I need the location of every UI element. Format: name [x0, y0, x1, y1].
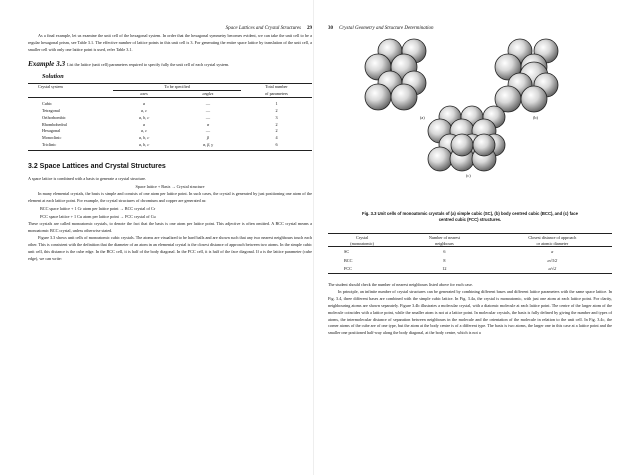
cell-system: Monoclinic — [42, 135, 62, 141]
cell-angles: β — [206, 135, 209, 141]
cell-total: 3 — [275, 114, 278, 120]
cell-total: 6 — [275, 141, 278, 147]
th-angles: angles — [202, 91, 214, 97]
principle-paragraph: In principle, an infinite number of crystal structures can be generated by combining different bases and different lattice parameters with the same space lattice. In Fig. 3.4, three different bases are combined with the simple cubic lattice. In Fig. 3.4a, the crystal is monoatomic, with just one atom at each lattice point. For clarity, neighbouring atoms are shown separately. Figure 3.4b illustrates a molecular crystal, with a diatomic molecule at each lattice point. The centre of the larger atom of the molecule coincides with a lattice point, while the smaller atom is not at a lattice point. In molecular crystals, the basis is fully defined by giving the number and types of atoms, the intermolecular distance of separation between neighbours in the molecule and the orientation of the molecule in relation to the unit cell. In Fig. 3.4c, the corner atoms of the cube are of one type, but the atom at the body centre is of a different type. The basis is two atoms, the larger one in this case at a lattice point and the smaller one positioned half-way along the body diagonal, at the body centre, which is not a — [328, 288, 612, 336]
cell-axes: a, b, c — [138, 114, 150, 120]
page-gutter — [313, 0, 314, 475]
elemental-crystals-paragraph: In many elemental crystals, the basis is simple and consists of one atom per lattice point. In such cases, the crystal is generated by just positioning one atom of the element at each lattice point. For example, the crystal structures of chromium and copper are generated as: — [28, 191, 312, 204]
table-row — [28, 127, 312, 134]
figure-caption: Fig. 3.3 Unit cells of monoatomic crystals of (a) simple cubic (SC), (b) body centred cubic (BCC), and (c) face centred cubic (FCC) structures. — [362, 211, 578, 222]
equation-bcc-cr: BCC space lattice + 1 Cr atom per lattice point → BCC crystal of Cr — [40, 206, 156, 212]
running-head-title: Crystal Geometry and Structure Determination — [339, 25, 434, 31]
cell-axes: a — [143, 101, 146, 107]
table-row — [28, 107, 312, 114]
section-heading: 3.2 Space Lattices and Crystal Structures — [28, 163, 166, 171]
monoatomic-paragraph: These crystals are called monoatomic crystals, to denote the fact that the basis is one atom per lattice point. This adjective is often omitted. A BCC crystal means a monoatomic BCC crystal, unless otherwise stated. — [28, 221, 312, 233]
cell-neighbours: 8 — [443, 257, 446, 263]
th-distance-1: Closest distance of approach — [528, 234, 577, 240]
table-row — [328, 256, 612, 265]
th-crystal-system: Crystal system — [38, 84, 63, 90]
solution-label: Solution — [42, 72, 64, 80]
cell-system: Rhombohedral — [42, 121, 67, 127]
sc-unit-cell — [365, 39, 426, 110]
figure-label-a: (a) — [420, 115, 425, 120]
page-number: 29 — [307, 25, 312, 31]
nearest-neighbours-table — [328, 233, 612, 274]
th-distance-2: or atomic diameter — [536, 240, 569, 246]
cell-crystal: FCC — [344, 266, 352, 272]
page-number: 30 — [328, 25, 333, 31]
cell-distance: a — [551, 248, 554, 254]
table-row — [28, 100, 312, 107]
th-neighbours-2: neighbours — [435, 240, 454, 246]
bcc-unit-cell — [495, 39, 558, 112]
th-total-1: Total number — [265, 84, 288, 90]
th-crystal-2: (monoatomic) — [350, 240, 374, 246]
table-row — [28, 114, 312, 121]
cell-axes: a, b, c — [138, 141, 150, 147]
running-head-title: Space Lattices and Crystal Structures — [225, 25, 301, 31]
figure-label-b: (b) — [533, 115, 538, 120]
cell-crystal: SC — [344, 248, 350, 254]
cell-neighbours: 12 — [442, 266, 447, 272]
cell-system: Cubic — [42, 101, 53, 107]
table-row — [28, 134, 312, 141]
cell-angles: — — [205, 128, 211, 134]
cell-axes: a, c — [141, 107, 148, 113]
left-page — [28, 0, 312, 475]
fcc-unit-cell — [428, 106, 505, 171]
table-row — [328, 265, 612, 274]
check-paragraph: The student should check the number of nearest neighbours listed above for each case. — [328, 282, 473, 287]
cell-total: 4 — [275, 135, 278, 141]
figure-label-c: (c) — [466, 173, 471, 178]
example-heading — [28, 60, 312, 68]
cell-crystal: BCC — [344, 257, 353, 263]
figure-3-3 — [328, 33, 612, 183]
cell-angles: α, β, γ — [202, 141, 214, 147]
cell-system: Orthorhombic — [42, 114, 66, 120]
example-label: Example 3.3 — [28, 59, 66, 68]
cell-axes: a, b, c — [138, 135, 150, 141]
cell-system: Triclinic — [42, 141, 57, 147]
figure-description-paragraph: Figure 3.3 shows unit cells of monoatomic cubic crystals. The atoms are visualized to be hard balls and are shown such that any two nearest neighbours touch each other. This is consistent with the definition that the diameter of an atom in an elemental crystal is the closest distance of approach between two atoms. In the simple cubic unit cell, this distance is the cube edge. In the BCC cell, it is half of the body diagonal. In the FCC cell, it is half of the face diagonal. If a is the lattice parameter (cube edge), we can write: — [28, 234, 313, 261]
lattice-parameters-table — [28, 83, 312, 152]
cell-axes: a, c — [141, 128, 148, 134]
running-head-right — [328, 23, 612, 33]
cell-distance: a√3/2 — [547, 257, 558, 263]
unit-cell-illustrations — [328, 33, 612, 183]
cell-total: 2 — [275, 128, 278, 134]
cell-angles: — — [205, 107, 211, 113]
table-row — [28, 141, 312, 148]
equation-crystal-structure: Space lattice + Basis → Crystal structure — [135, 184, 205, 190]
th-crystal-1: Crystal — [356, 234, 369, 240]
cell-neighbours: 6 — [443, 248, 446, 254]
right-page — [328, 0, 612, 475]
cell-angles: α — [206, 121, 210, 127]
th-total-2: of parameters — [265, 90, 288, 96]
cell-angles: — — [205, 101, 211, 107]
th-to-be-specified: To be specified — [113, 83, 241, 90]
cell-system: Hexagonal — [42, 128, 61, 134]
cell-total: 2 — [275, 121, 278, 127]
th-axes: axes — [140, 91, 148, 97]
cell-system: Tetragonal — [42, 107, 60, 113]
cell-axes: a — [143, 121, 146, 127]
equation-fcc-cu: FCC space lattice + 1 Cu atom per lattice point → FCC crystal of Cu — [40, 214, 156, 220]
cell-total: 2 — [275, 107, 278, 113]
example-text: List the lattice (unit cell) parameters required to specify fully the unit cell of each crystal system. — [66, 61, 230, 67]
running-head-left — [28, 23, 312, 33]
table-row — [28, 121, 312, 128]
space-lattice-paragraph: A space lattice is combined with a basis to generate a crystal structure. — [28, 176, 147, 182]
intro-paragraph: As a final example, let us examine the unit cell of the hexagonal system. In order that the hexagonal symmetry becomes evident, we can take the unit cell to be a regular hexagonal prism, see Table 3.1. The effective number of lattice points in this unit cell is 3. For generating the entire space lattice by translation of the unit cell, a smaller cell with only one lattice point is used, refer Table 3.1. — [28, 33, 312, 52]
th-neighbours-1: Number of nearest — [428, 234, 461, 240]
cell-distance: a/√2 — [548, 266, 557, 272]
table-row — [328, 247, 612, 256]
cell-total: 1 — [275, 101, 278, 107]
cell-angles: — — [205, 114, 211, 120]
